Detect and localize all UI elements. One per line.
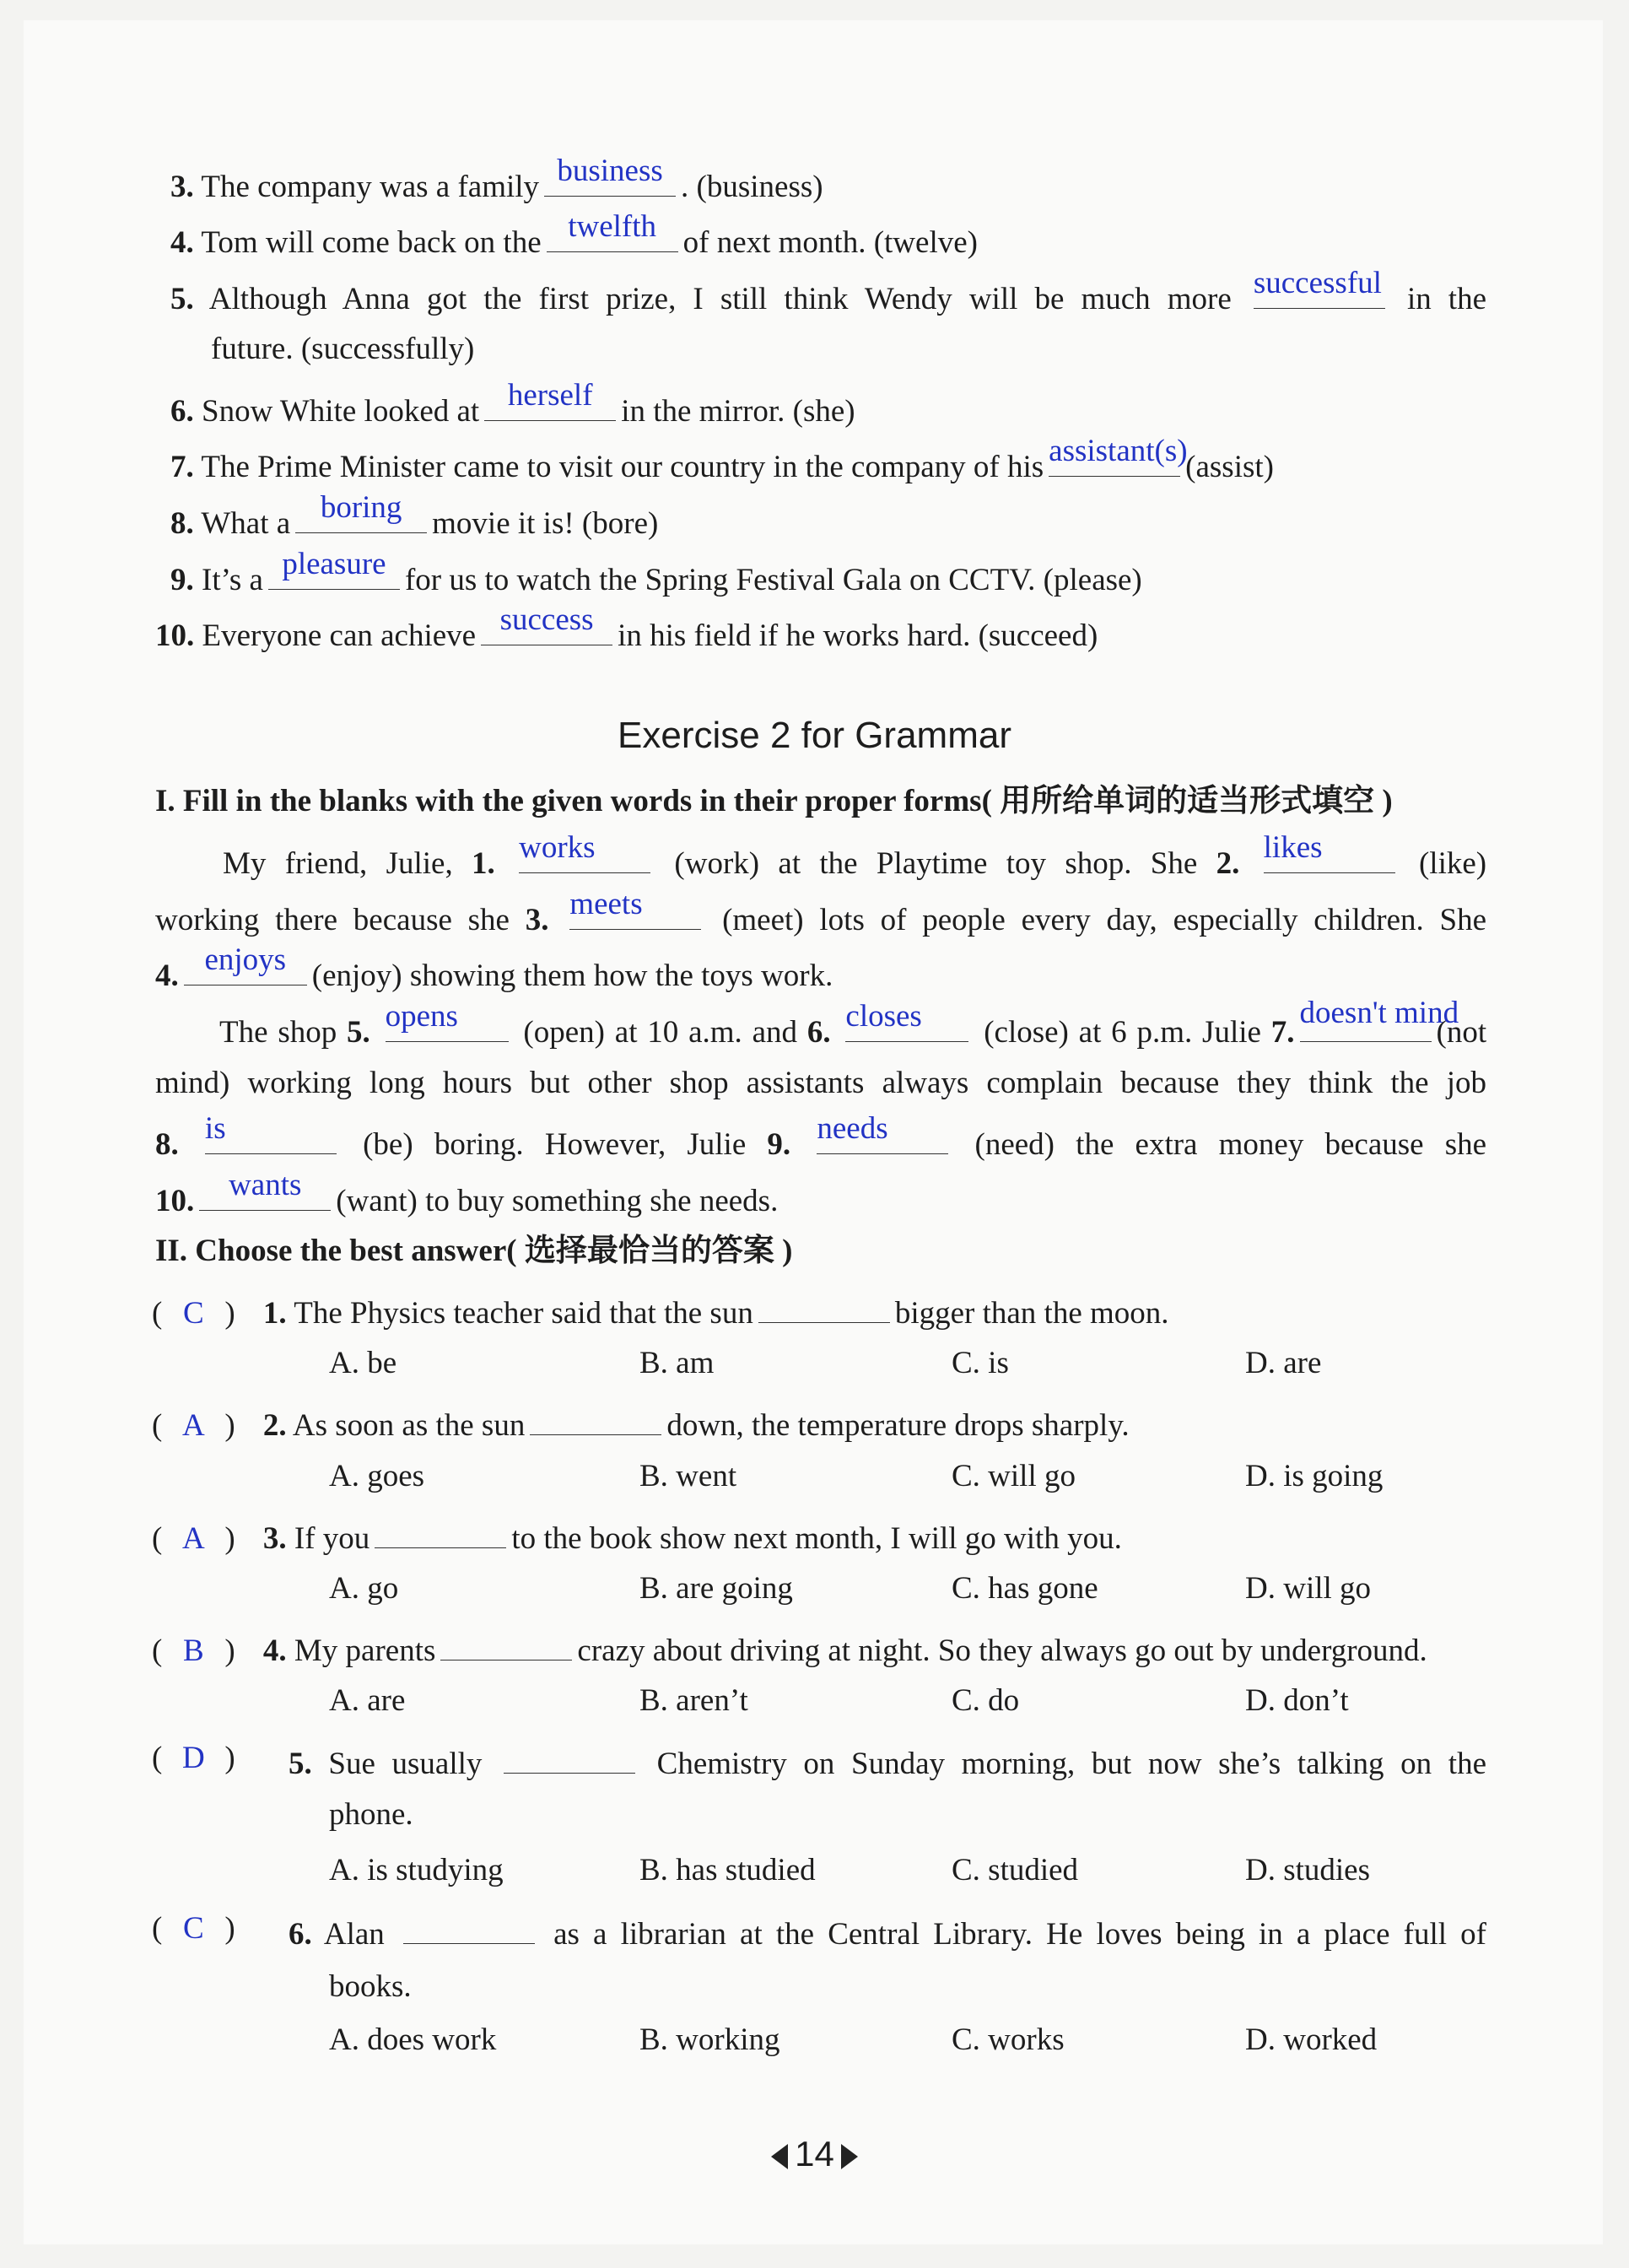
question-6: ( C ) bbox=[152, 1908, 235, 1950]
list-item: 9. It’s a pleasure for us to watch the Spring Festival Gala on CCTV. (please) bbox=[170, 547, 1142, 597]
question-continuation: books. bbox=[329, 1969, 412, 2004]
question-4: ( B ) 4. My parents crazy about driving at night. So they always go out by underground. bbox=[152, 1624, 1427, 1672]
option-a[interactable]: A. goes bbox=[329, 1459, 425, 1493]
answer-blank[interactable]: enjoys bbox=[184, 949, 307, 986]
answer-blank[interactable]: business bbox=[544, 160, 676, 197]
answer-blank[interactable]: meets bbox=[569, 894, 701, 930]
answer-blank[interactable] bbox=[758, 1287, 890, 1323]
answer-blank[interactable] bbox=[530, 1399, 661, 1435]
option-b[interactable]: B. are going bbox=[639, 1571, 793, 1606]
passage-line: 8. is (be) boring. However, Julie 9. needs (need) the extra money because she bbox=[155, 1111, 1487, 1162]
option-c[interactable]: C. do bbox=[952, 1683, 1020, 1718]
answer-choice[interactable]: D bbox=[181, 1741, 205, 1775]
question-5-text: 5. Sue usually Chemistry on Sunday morning, but now she’s talking on the bbox=[289, 1737, 1486, 1785]
option-d[interactable]: D. are bbox=[1245, 1346, 1322, 1380]
page-number: 14 bbox=[0, 2133, 1629, 2175]
answer-choice[interactable]: A bbox=[181, 1408, 205, 1443]
answer-blank[interactable]: successful bbox=[1254, 273, 1385, 309]
option-a[interactable]: A. does work bbox=[329, 2022, 497, 2057]
answer-blank[interactable]: wants bbox=[199, 1174, 331, 1211]
answer-blank[interactable]: works bbox=[519, 837, 650, 873]
option-a[interactable]: A. are bbox=[329, 1683, 406, 1718]
option-a[interactable]: A. be bbox=[329, 1346, 397, 1380]
section1-heading: I. Fill in the blanks with the given words in their proper forms( 用所给单词的适当形式填空 ) bbox=[155, 784, 1393, 818]
option-b[interactable]: B. aren’t bbox=[639, 1683, 748, 1718]
option-b[interactable]: B. working bbox=[639, 2022, 780, 2057]
answer-blank[interactable]: boring bbox=[295, 497, 427, 533]
answer-choice[interactable]: C bbox=[182, 1296, 204, 1331]
passage-line: 10. wants (want) to buy something she needs. bbox=[155, 1168, 779, 1218]
passage-line: 4. enjoys (enjoy) showing them how the toys work. bbox=[155, 942, 833, 993]
answer-choice[interactable]: C bbox=[182, 1911, 204, 1946]
answer-blank[interactable] bbox=[504, 1737, 635, 1774]
option-c[interactable]: C. studied bbox=[952, 1853, 1079, 1887]
question-continuation: phone. bbox=[329, 1797, 413, 1832]
option-d[interactable]: D. is going bbox=[1245, 1459, 1384, 1493]
option-b[interactable]: B. am bbox=[639, 1346, 715, 1380]
list-item: 4. Tom will come back on the twelfth of next month. (twelve) bbox=[170, 209, 978, 260]
answer-choice[interactable]: A bbox=[181, 1521, 205, 1556]
passage-line: My friend, Julie, 1. works (work) at the Playtime toy shop. She 2. likes (like) bbox=[223, 830, 1487, 881]
question-5: ( D ) bbox=[152, 1737, 235, 1779]
option-d[interactable]: D. don’t bbox=[1245, 1683, 1349, 1718]
option-a[interactable]: A. go bbox=[329, 1571, 399, 1606]
list-item: 7. The Prime Minister came to visit our country in the company of his assistant(s) (assist) bbox=[170, 434, 1274, 484]
option-d[interactable]: D. worked bbox=[1245, 2022, 1378, 2057]
answer-blank[interactable]: is bbox=[205, 1118, 337, 1154]
answer-choice[interactable]: B bbox=[182, 1634, 204, 1668]
exercise-title: Exercise 2 for Grammar bbox=[618, 715, 1011, 756]
option-a[interactable]: A. is studying bbox=[329, 1853, 504, 1887]
answer-blank[interactable]: opens bbox=[386, 1006, 509, 1042]
list-item: 5. Although Anna got the first prize, I still think Wendy will be much more successful in the bbox=[170, 266, 1486, 316]
answer-blank[interactable]: closes bbox=[845, 1006, 968, 1042]
question-3: ( A ) 3. If you to the book show next month, I will go with you. bbox=[152, 1512, 1122, 1560]
answer-blank[interactable]: doesn't mind bbox=[1300, 1006, 1432, 1042]
list-item: 10. Everyone can achieve success in his field if he works hard. (succeed) bbox=[155, 602, 1098, 653]
answer-blank[interactable] bbox=[375, 1512, 506, 1548]
option-c[interactable]: C. works bbox=[952, 2022, 1065, 2057]
answer-blank[interactable] bbox=[440, 1624, 572, 1660]
passage-line: mind) working long hours but other shop assistants always complain because they think the job bbox=[155, 1066, 1486, 1100]
answer-blank[interactable]: success bbox=[481, 609, 612, 645]
passage-line: working there because she 3. meets (meet) lots of people every day, especially children. She bbox=[155, 887, 1487, 937]
passage-line: The shop 5. opens (open) at 10 a.m. and 6. closes (close) at 6 p.m. Julie 7. doesn't mind (not bbox=[219, 996, 1487, 1050]
list-item: 8. What a boring movie it is! (bore) bbox=[170, 490, 659, 541]
option-d[interactable]: D. studies bbox=[1245, 1853, 1370, 1887]
option-b[interactable]: B. went bbox=[639, 1459, 737, 1493]
answer-blank[interactable]: assistant(s) bbox=[1049, 440, 1180, 477]
answer-blank[interactable]: herself bbox=[484, 385, 616, 421]
next-page-icon[interactable] bbox=[841, 2144, 858, 2169]
answer-blank[interactable]: twelfth bbox=[547, 216, 678, 252]
option-c[interactable]: C. has gone bbox=[952, 1571, 1098, 1606]
answer-blank[interactable]: likes bbox=[1264, 837, 1395, 873]
option-d[interactable]: D. will go bbox=[1245, 1571, 1372, 1606]
previous-page-icon[interactable] bbox=[771, 2144, 788, 2169]
answer-blank[interactable] bbox=[403, 1908, 535, 1944]
answer-blank[interactable]: needs bbox=[817, 1118, 948, 1154]
list-item: 6. Snow White looked at herself in the mirror. (she) bbox=[170, 378, 855, 429]
question-6-text: 6. Alan as a librarian at the Central Library. He loves being in a place full of bbox=[289, 1908, 1486, 1956]
list-item: 3. The company was a family business . (business) bbox=[170, 154, 823, 204]
answer-blank[interactable]: pleasure bbox=[268, 554, 400, 590]
option-b[interactable]: B. has studied bbox=[639, 1853, 816, 1887]
question-1: ( C ) 1. The Physics teacher said that the sun bigger than the moon. bbox=[152, 1287, 1169, 1335]
option-c[interactable]: C. will go bbox=[952, 1459, 1076, 1493]
list-item-continuation: future. (successfully) bbox=[211, 332, 475, 366]
option-c[interactable]: C. is bbox=[952, 1346, 1009, 1380]
question-2: ( A ) 2. As soon as the sun down, the temperature drops sharply. bbox=[152, 1399, 1130, 1447]
section2-heading: II. Choose the best answer( 选择最恰当的答案 ) bbox=[155, 1234, 793, 1268]
